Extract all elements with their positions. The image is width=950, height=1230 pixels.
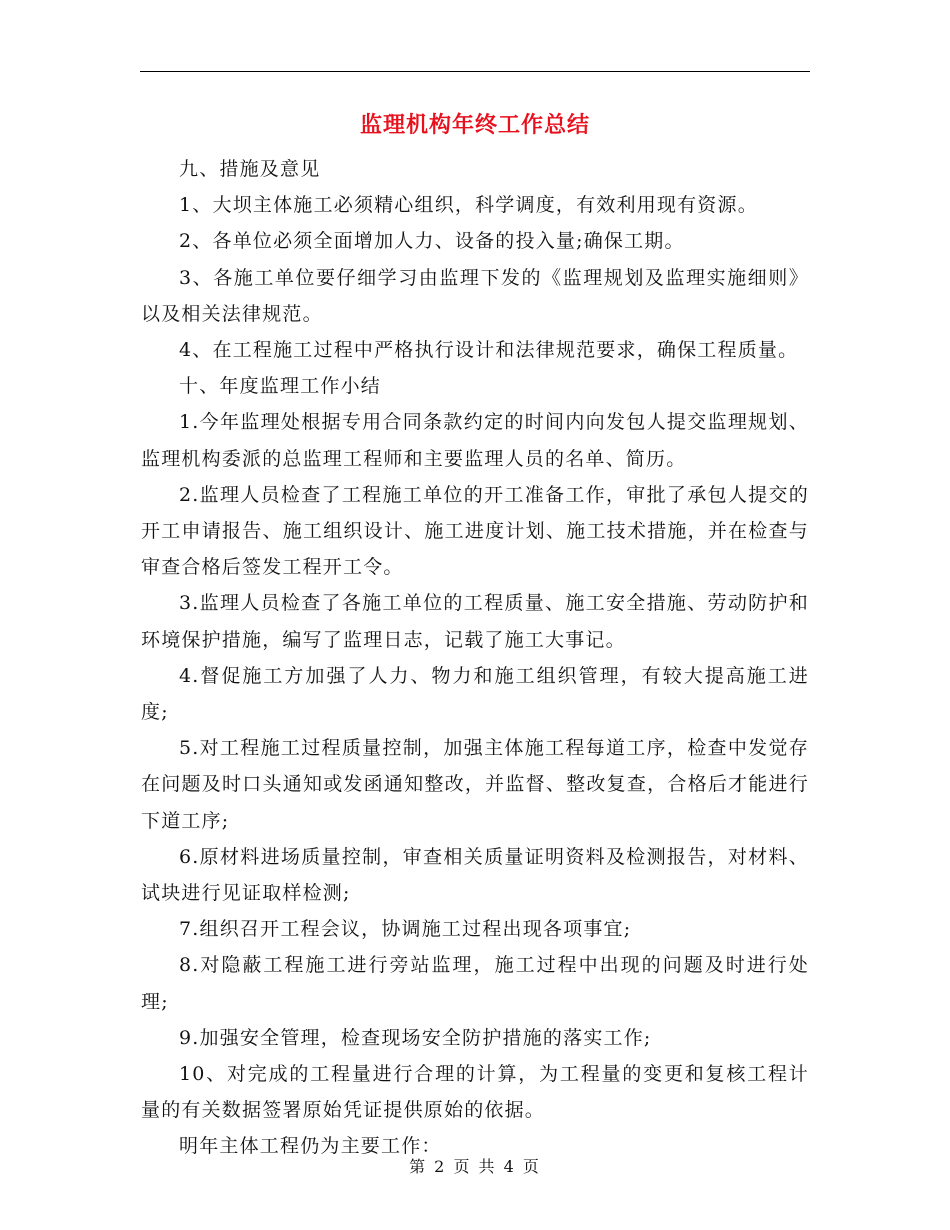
paragraph: 明年主体工程仍为主要工作： xyxy=(179,1135,442,1158)
paragraph: 2.监理人员检查了工程施工单位的开工准备工作，审批了承包人提交的开工申请报告、施工组织设计、施工进度计划、施工技术措施，并在检查与审查合格后签发工程开工令。 xyxy=(141,483,809,579)
paragraph: 1.今年监理处根据专用合同条款约定的时间内向发包人提交监理规划、监理机构委派的总监理工程师和主要监理人员的名单、简历。 xyxy=(141,411,809,470)
paragraph: 2、各单位必须全面增加人力、设备的投入量;确保工期。 xyxy=(179,230,685,253)
paragraph: 4.督促施工方加强了人力、物力和施工组织管理，有较大提高施工进度; xyxy=(141,664,809,724)
paragraph: 7.组织召开工程会议，协调施工过程出现各项事宜; xyxy=(179,918,632,941)
section-heading: 十、年度监理工作小结 xyxy=(179,375,382,398)
section-heading: 九、措施及意见 xyxy=(179,158,321,180)
document-title: 监理机构年终工作总结 xyxy=(359,113,590,138)
paragraph: 9.加强安全管理，检查现场安全防护措施的落实工作; xyxy=(179,1026,652,1049)
paragraph: 8.对隐蔽工程施工进行旁站监理，施工过程中出现的问题及时进行处理; xyxy=(141,954,809,1013)
paragraph: 4、在工程施工过程中严格执行设计和法律规范要求，确保工程质量。 xyxy=(179,339,799,362)
paragraph: 10、对完成的工程量进行合理的计算，为工程量的变更和复核工程计量的有关数据签署原始凭证提供原始的依据。 xyxy=(141,1063,809,1122)
paragraph: 1、大坝主体施工必须精心组织，科学调度，有效利用现有资源。 xyxy=(179,194,758,217)
page-footer: 第 2 页 共 4 页 xyxy=(409,1157,541,1176)
paragraph: 5.对工程施工过程质量控制，加强主体施工程每道工序，检查中发觉存在问题及时口头通知或发函通知整改，并监督、整改复查，合格后才能进行下道工序; xyxy=(141,737,809,832)
paragraph: 3.监理人员检查了各施工单位的工程质量、施工安全措施、劳动防护和环境保护措施，编写了监理日志，记载了施工大事记。 xyxy=(141,592,809,651)
header-rule xyxy=(140,71,810,72)
document-body xyxy=(141,151,809,1165)
paragraph: 6.原材料进场质量控制，审查相关质量证明资料及检测报告，对材料、试块进行见证取样检测; xyxy=(141,845,809,905)
paragraph: 3、各施工单位要仔细学习由监理下发的《监理规划及监理实施细则》以及相关法律规范。 xyxy=(141,266,809,325)
